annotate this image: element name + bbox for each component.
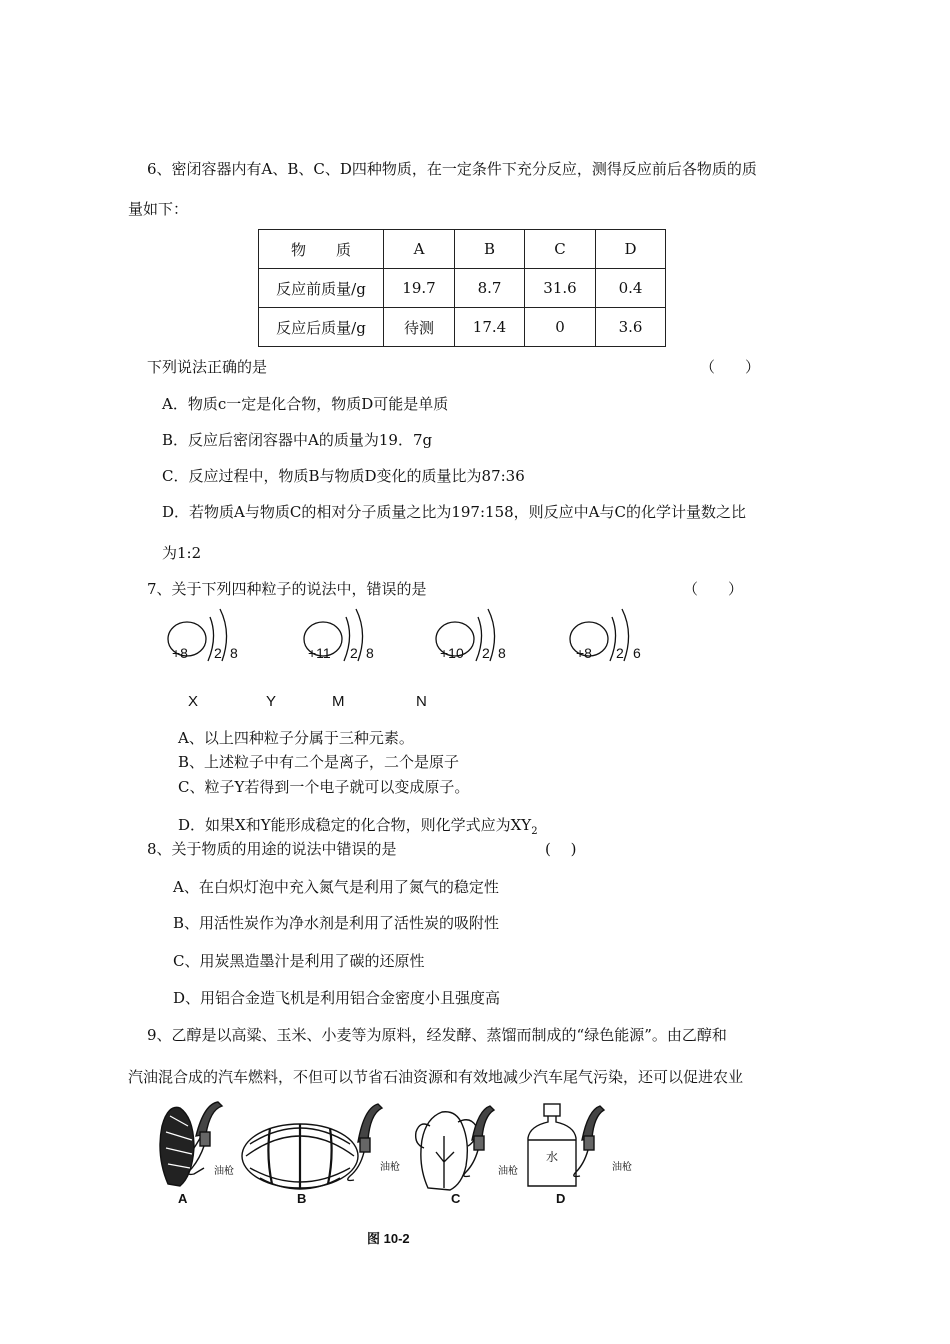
fuel-nozzle-icon — [464, 1106, 494, 1177]
table-cell: 19.7 — [384, 269, 455, 308]
q8-option-d: D、用铝合金造飞机是利用铝合金密度小且强度高 — [173, 989, 501, 1007]
table-cell: 0.4 — [596, 269, 666, 308]
atom-x-label: X — [188, 693, 199, 710]
q6-option-c: C．反应过程中，物质B与物质D变化的质量比为87:36 — [162, 467, 525, 485]
q9-line1: 9、乙醇是以高粱、玉米、小麦等为原料，经发酵、蒸馏而制成的“绿色能源”。由乙醇和 — [147, 1026, 727, 1044]
fuel-nozzle-icon — [574, 1106, 604, 1177]
q6-answer-paren: （ ） — [700, 358, 761, 376]
atom-structure-diagrams — [150, 605, 670, 665]
q7-answer-paren: （ ） — [683, 580, 744, 598]
atom-m-shell1: 2 — [482, 645, 490, 661]
atom-y-shell2: 8 — [366, 645, 374, 661]
table-cell: A — [384, 230, 455, 269]
q9-line2: 汽油混合成的汽车燃料，不但可以节省石油资源和有效地减少汽车尾气污染，还可以促进农业 — [128, 1068, 744, 1086]
atom-x-nucleus: +8 — [172, 645, 188, 661]
q6-option-d-cont: 为1:2 — [162, 544, 202, 562]
table-cell: 17.4 — [455, 308, 525, 347]
q7-stem: 7、关于下列四种粒子的说法中，错误的是 — [147, 580, 427, 598]
pump-label-a: 油枪 — [214, 1166, 234, 1177]
table-cell: 反应前质量/g — [259, 269, 384, 308]
figure-label-b: B — [297, 1191, 307, 1206]
table-cell: 待测 — [384, 308, 455, 347]
atom-n-label: N — [416, 693, 427, 710]
atom-n-nucleus: +8 — [576, 645, 592, 661]
q8-answer-paren: ( ) — [545, 840, 577, 858]
q6-stem-line2: 量如下： — [128, 200, 189, 218]
q8-option-b: B、用活性炭作为净水剂是利用了活性炭的吸附性 — [173, 914, 500, 932]
table-cell: C — [525, 230, 596, 269]
pump-label-b: 油枪 — [380, 1162, 400, 1173]
electron-shell-arc — [344, 617, 350, 661]
cabbage-icon — [416, 1112, 477, 1190]
table-cell: 3.6 — [596, 308, 666, 347]
atom-y-shell1: 2 — [350, 645, 358, 661]
water-label: 水 — [546, 1150, 559, 1164]
table-cell: 8.7 — [455, 269, 525, 308]
q7-option-b: B、上述粒子中有二个是离子，二个是原子 — [178, 753, 460, 771]
q6-option-d: D．若物质A与物质C的相对分子质量之比为197:158，则反应中A与C的化学计量数之比 — [162, 503, 746, 521]
table-cell: 物 质 — [259, 230, 384, 269]
q7-option-c: C、粒子Y若得到一个电子就可以变成原子。 — [178, 778, 470, 796]
table-row — [259, 269, 666, 308]
formula-subscript: 2 — [531, 826, 538, 837]
atom-m-label: M — [332, 693, 345, 710]
atom-y-label: Y — [266, 693, 277, 710]
pump-label-c: 油枪 — [498, 1166, 518, 1177]
table-cell: B — [455, 230, 525, 269]
q8-option-a: A、在白炽灯泡中充入氮气是利用了氮气的稳定性 — [173, 878, 499, 896]
table-header-row — [259, 230, 666, 269]
table-row — [259, 308, 666, 347]
q8-option-c: C、用炭黑造墨汁是利用了碳的还原性 — [173, 952, 425, 970]
pump-label-d: 油枪 — [612, 1162, 632, 1173]
q7-option-a: A、以上四种粒子分属于三种元素。 — [178, 729, 414, 747]
table-cell: 0 — [525, 308, 596, 347]
atom-y-nucleus: +11 — [308, 645, 331, 661]
electron-shell-arc — [476, 617, 482, 661]
q6-option-a: A．物质c一定是化合物，物质D可能是单质 — [162, 395, 449, 413]
table-cell: 31.6 — [525, 269, 596, 308]
q7-option-d — [178, 814, 538, 837]
figure-label-d: D — [556, 1191, 566, 1206]
q7-option-d-text: D．如果X和Y能形成稳定的化合物，则化学式应为XY — [178, 816, 532, 834]
figure-label-a: A — [178, 1191, 188, 1206]
table-cell: 反应后质量/g — [259, 308, 384, 347]
atom-m-shell2: 8 — [498, 645, 506, 661]
atom-x-shell2: 8 — [230, 645, 238, 661]
water-jar-icon — [528, 1104, 576, 1186]
watermelon-icon — [242, 1124, 358, 1189]
atom-n-shell2: 6 — [633, 645, 641, 661]
q6-stem-line1: 6、密闭容器内有A、B、C、D四种物质，在一定条件下充分反应，测得反应前后各物质的质 — [147, 160, 757, 178]
q6-option-b: B．反应后密闭容器中A的质量为19．7g — [162, 431, 433, 449]
mass-table — [258, 229, 666, 347]
electron-shell-arc — [208, 617, 214, 661]
q6-prompt: 下列说法正确的是 — [147, 358, 268, 376]
ethanol-source-figure — [150, 1096, 650, 1196]
corn-icon — [160, 1107, 206, 1186]
atom-n-shell1: 2 — [616, 645, 624, 661]
atom-x-shell1: 2 — [214, 645, 222, 661]
q8-stem: 8、关于物质的用途的说法中错误的是 — [147, 840, 397, 858]
figure-label-c: C — [451, 1191, 461, 1206]
electron-shell-arc — [610, 617, 616, 661]
table-cell: D — [596, 230, 666, 269]
figure-caption: 图 10-2 — [367, 1231, 410, 1246]
atom-m-nucleus: +10 — [440, 645, 464, 661]
